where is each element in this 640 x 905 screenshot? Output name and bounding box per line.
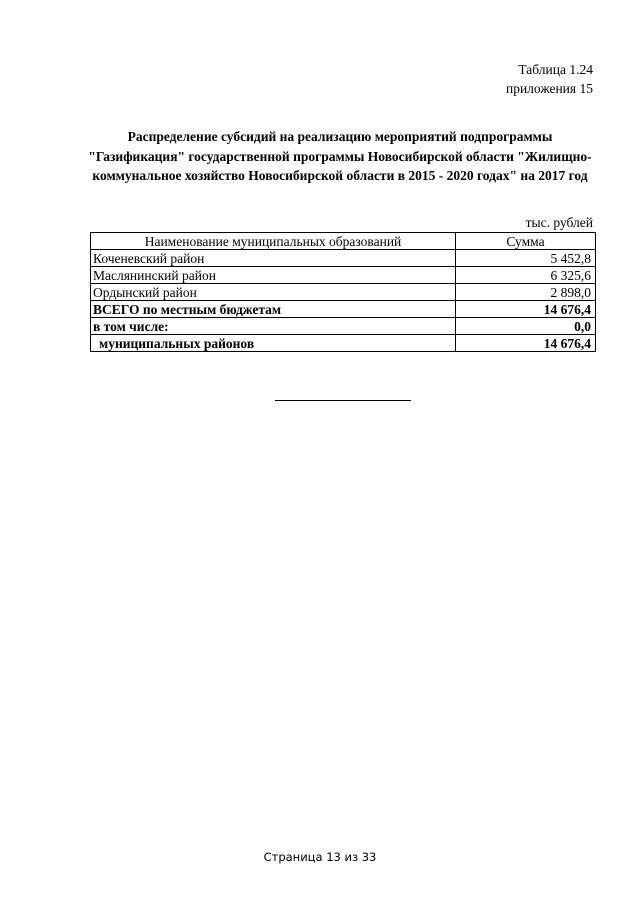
row-amount: 0,0: [456, 318, 596, 335]
row-amount: 5 452,8: [456, 250, 596, 267]
title-line-2: "Газификация" государственной программы Новосибирской области "Жилищно-: [88, 148, 592, 164]
page-number: Страница 13 из 33: [263, 850, 377, 864]
table-reference: [506, 60, 593, 98]
table-row: [91, 250, 596, 267]
district-row: [91, 335, 596, 352]
row-amount: 14 676,4: [456, 301, 596, 318]
separator-line: [275, 400, 411, 401]
row-amount: 2 898,0: [456, 284, 596, 301]
units-label: тыс. рублей: [525, 215, 593, 230]
including-row: [91, 318, 596, 335]
row-amount: 14 676,4: [456, 335, 596, 352]
document-title: [70, 127, 610, 186]
row-name: Маслянинский район: [91, 267, 456, 284]
column-header-name: Наименование муниципальных образований: [91, 233, 456, 250]
row-name: ВСЕГО по местным бюджетам: [91, 301, 456, 318]
title-line-1: Распределение субсидий на реализацию мероприятий подпрограммы: [127, 129, 553, 144]
table-header-row: [91, 233, 596, 250]
row-name: Коченевский район: [91, 250, 456, 267]
table-row: [91, 267, 596, 284]
table-row: [91, 284, 596, 301]
appendix-number: приложения 15: [505, 81, 593, 96]
row-name: в том числе:: [91, 318, 456, 335]
subsidy-table: [90, 232, 596, 352]
row-name: Ордынский район: [91, 284, 456, 301]
column-header-amount: Сумма: [456, 233, 596, 250]
table-number: Таблица 1.24: [518, 62, 593, 77]
total-row: [91, 301, 596, 318]
row-amount: 6 325,6: [456, 267, 596, 284]
row-name: муниципальных районов: [91, 335, 456, 352]
title-line-3: коммунальное хозяйство Новосибирской области в 2015 - 2020 годах" на 2017 год: [92, 168, 588, 183]
